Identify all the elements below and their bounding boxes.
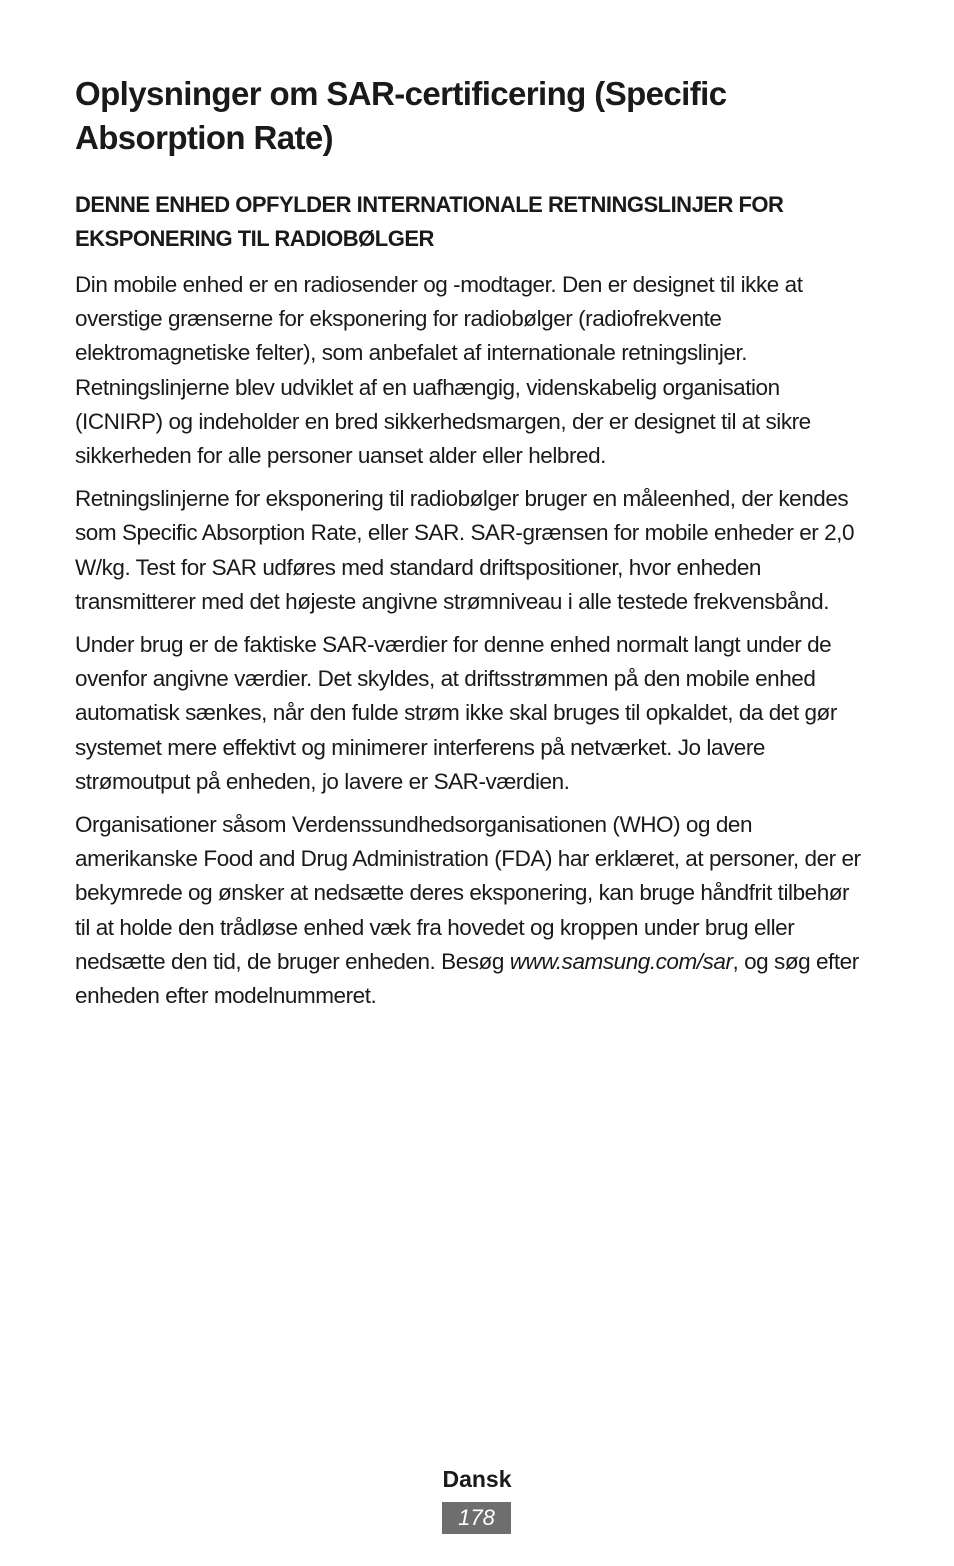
paragraph-4-text-before: Organisationer såsom Verdenssundhedsorganisationen (WHO) og den amerikanske Food and Drug Administration (FDA) har erklæret, at personer, der er bekymrede og ønsker at nedsætte deres eksponering, kan bruge håndfrit tilbehør til at holde den trådløse enhed væk fra hovedet og kroppen under brug eller nedsætte den tid, de bruger enheden. Besøg — [75, 812, 861, 974]
paragraph-4 — [75, 808, 865, 1013]
footer-language: Dansk — [442, 1466, 512, 1492]
paragraph-2: Retningslinjerne for eksponering til radiobølger bruger en måleenhed, der kendes som Specific Absorption Rate, eller SAR. SAR-grænsen for mobile enheder er 2,0 W/kg. Test for SAR udføres med standard driftspositioner, hvor enheden transmitterer med det højeste angivne strømniveau i alle testede frekvensbånd. — [75, 486, 855, 614]
paragraph-1: Din mobile enhed er en radiosender og -modtager. Den er designet til ikke at overstige grænserne for eksponering for radiobølger (radiofrekvente elektromagnetiske felter), som anbefalet af internationale retningslinjer. Retningslinjerne blev udviklet af en uafhængig, videnskabelig organisation (ICNIRP) og indeholder en bred sikkerhedsmargen, der er designet til at sikre sikkerheden for alle personer uanset alder eller helbred. — [75, 272, 811, 469]
page-number-badge: 178 — [442, 1502, 511, 1534]
samsung-sar-link[interactable]: www.samsung.com/sar — [509, 948, 733, 974]
paragraph-4-text-after: , og søg efter enheden efter modelnummeret. — [75, 948, 859, 1009]
section-heading: DENNE ENHED OPFYLDER INTERNATIONALE RETNINGSLINJER FOR EKSPONERING TIL RADIOBØLGER — [75, 192, 784, 251]
page-title: Oplysninger om SAR-certificering (Specific Absorption Rate) — [75, 75, 727, 156]
paragraph-3: Under brug er de faktiske SAR-værdier for denne enhed normalt langt under de ovenfor angivne værdier. Det skyldes, at driftsstrømmen på den mobile enhed automatisk sænkes, når den fulde strøm ikke skal bruges til opkaldet, da det gør systemet mere effektivt og minimerer interferens på netværket. Jo lavere strømoutput på enheden, jo lavere er SAR-værdien. — [75, 632, 837, 794]
document-body — [75, 72, 865, 1013]
